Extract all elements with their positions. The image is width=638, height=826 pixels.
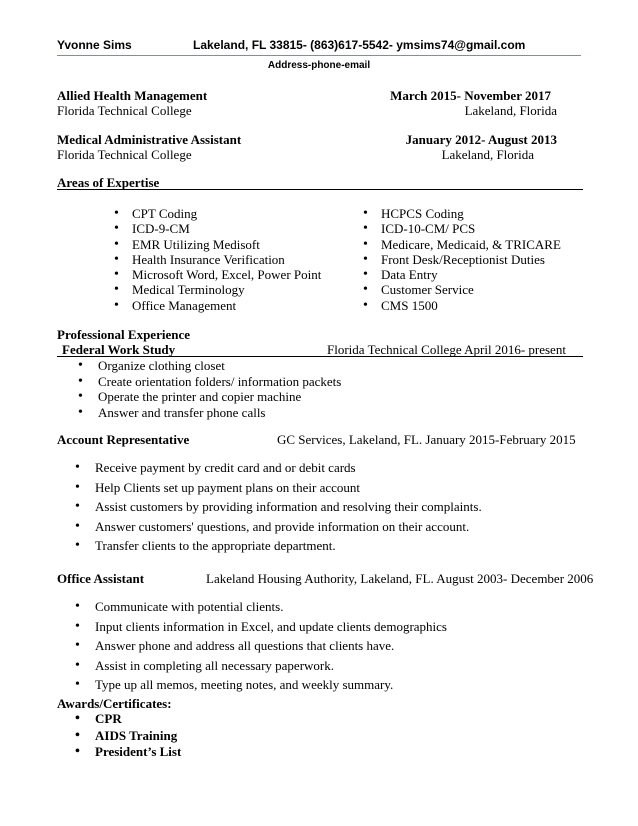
list-item: • President’s List (75, 744, 181, 761)
job-1-duties (78, 358, 341, 420)
list-item: • Medicare, Medicaid, & TRICARE (363, 237, 561, 252)
list-item: • Data Entry (363, 267, 561, 282)
list-item: • Operate the printer and copier machine (78, 389, 341, 405)
list-item: • HCPCS Coding (363, 206, 561, 221)
education-1-dates: March 2015- November 2017 (390, 88, 551, 103)
education-1-location: Lakeland, Florida (464, 103, 557, 118)
list-item: • ICD-9-CM (114, 221, 321, 236)
list-item: • Answer and transfer phone calls (78, 405, 341, 421)
list-item: • Receive payment by credit card and or debit cards (75, 460, 482, 480)
list-item: • Microsoft Word, Excel, Power Point (114, 267, 321, 282)
list-item: • Assist in completing all necessary paperwork. (75, 658, 447, 678)
contact-info: Lakeland, FL 33815- (863)617-5542- ymsims74@gmail.com (193, 38, 526, 52)
list-item: • Customer Service (363, 282, 561, 297)
list-item: • Communicate with potential clients. (75, 599, 447, 619)
list-item: • Office Management (114, 298, 321, 313)
experience-heading: Professional Experience (57, 327, 190, 342)
header-subtitle: Address-phone-email (267, 60, 371, 71)
expertise-heading: Areas of Expertise (57, 175, 160, 190)
list-item: • Answer phone and address all questions that clients have. (75, 638, 447, 658)
list-item: • Answer customers' questions, and provide information on their account. (75, 519, 482, 539)
job-2-duties (75, 460, 482, 558)
education-2-location: Lakeland, Florida (441, 147, 534, 162)
education-1-school: Florida Technical College (57, 103, 192, 118)
list-item: • CMS 1500 (363, 298, 561, 313)
list-item: • Help Clients set up payment plans on their account (75, 480, 482, 500)
job-3-title: Office Assistant (57, 571, 145, 586)
list-item: • Organize clothing closet (78, 358, 341, 374)
list-item: • EMR Utilizing Medisoft (114, 237, 321, 252)
list-item: • Create orientation folders/ information packets (78, 374, 341, 390)
job-3-duties (75, 599, 447, 697)
list-item: • Type up all memos, meeting notes, and weekly summary. (75, 677, 447, 697)
header-divider (57, 55, 581, 56)
expertise-left-list (114, 206, 321, 313)
education-2-program: Medical Administrative Assistant (57, 132, 242, 147)
applicant-name: Yvonne Sims (57, 38, 132, 52)
job-1-title: Federal Work Study (62, 342, 176, 357)
expertise-rule (57, 189, 583, 190)
education-1-program: Allied Health Management (57, 88, 208, 103)
awards-heading: Awards/Certificates: (57, 696, 172, 711)
education-2-dates: January 2012- August 2013 (405, 132, 557, 147)
experience-rule (57, 356, 583, 357)
list-item: • Transfer clients to the appropriate department. (75, 538, 482, 558)
list-item: • CPR (75, 711, 181, 728)
job-1-employer: Florida Technical College April 2016- present (327, 342, 566, 357)
list-item: • Assist customers by providing information and resolving their complaints. (75, 499, 482, 519)
list-item: • Health Insurance Verification (114, 252, 321, 267)
list-item: • CPT Coding (114, 206, 321, 221)
list-item: • AIDS Training (75, 728, 181, 745)
awards-list (75, 711, 181, 761)
job-2-employer: GC Services, Lakeland, FL. January 2015-February 2015 (277, 432, 576, 447)
education-2-school: Florida Technical College (57, 147, 192, 162)
list-item: • Input clients information in Excel, and update clients demographics (75, 619, 447, 639)
job-3-employer: Lakeland Housing Authority, Lakeland, FL. August 2003- December 2006 (206, 571, 594, 586)
list-item: • Front Desk/Receptionist Duties (363, 252, 561, 267)
expertise-right-list (363, 206, 561, 313)
list-item: • ICD-10-CM/ PCS (363, 221, 561, 236)
list-item: • Medical Terminology (114, 282, 321, 297)
job-2-title: Account Representative (57, 432, 190, 447)
